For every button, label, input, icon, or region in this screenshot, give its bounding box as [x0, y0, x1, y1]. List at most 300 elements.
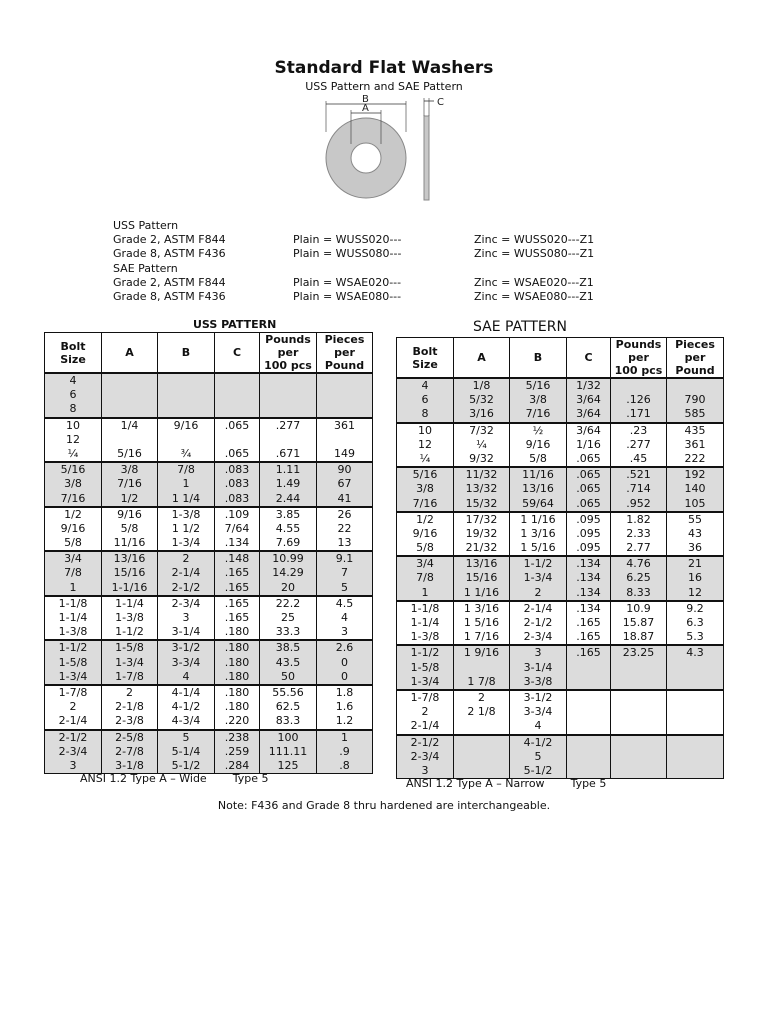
cell-line: .065: [576, 482, 601, 496]
cell-line: 2-1/2: [523, 616, 553, 629]
cell-line: 1: [421, 585, 429, 599]
cell-line: 22.2: [275, 596, 301, 610]
cell-line: 1-1/4: [115, 596, 144, 610]
cell-pounds-per-100: [611, 690, 667, 735]
cell-line: 5: [182, 730, 190, 744]
cell-bolt-size: [397, 601, 454, 646]
cell-dim-a: [454, 645, 510, 690]
table-row: [45, 462, 373, 507]
cell-dim-b: [510, 512, 567, 557]
table-row: [45, 685, 373, 730]
cell-line: 2-3/4: [523, 630, 553, 644]
cell-line: 1/2: [64, 507, 82, 521]
cell-line: 2 1/8: [467, 705, 496, 719]
cell-line: 1-5/8: [410, 660, 440, 674]
cell-line: .952: [626, 496, 651, 510]
cell-line: 1-5/8: [58, 655, 88, 669]
cell-dim-c: [215, 418, 260, 463]
cell-line: 1-1/4: [410, 616, 440, 629]
cell-line: 15/32: [465, 496, 498, 510]
cell-line: [667, 691, 723, 705]
cell-dim-c: [215, 596, 260, 641]
cell-line: .095: [576, 526, 601, 540]
plain-code: Plain = WSAE020---: [293, 275, 402, 289]
cell-line: .8: [339, 758, 350, 772]
cell-dim-a: [102, 418, 158, 463]
cell-line: [667, 675, 723, 689]
cell-line: 5/16: [117, 446, 142, 460]
cell-line: 4: [182, 669, 190, 683]
cell-line: 7.69: [275, 536, 301, 550]
cell-line: 55.56: [272, 685, 304, 699]
cell-dim-c: [215, 373, 260, 418]
cell-line: 1-1/8: [410, 601, 440, 615]
cell-line: .180: [224, 625, 250, 639]
cell-line: .9: [339, 744, 350, 758]
cell-line: 10.99: [272, 552, 304, 566]
cell-line: 1.11: [275, 463, 301, 477]
cell-line: 36: [688, 541, 702, 555]
cell-line: [158, 402, 214, 416]
cell-pieces-per-pound: [667, 512, 724, 557]
cell-dim-c: [567, 512, 611, 557]
cell-line: 1 1/2: [171, 521, 201, 535]
cell-line: 41: [337, 491, 352, 505]
cell-line: 1-1/16: [111, 580, 148, 594]
cell-bolt-size: [45, 551, 102, 596]
page-title: Standard Flat Washers: [274, 58, 494, 78]
cell-bolt-size: [45, 730, 102, 774]
cell-line: 2.44: [275, 491, 301, 505]
cell-line: 2-1/4: [58, 714, 88, 728]
cell-dim-b: [510, 378, 567, 423]
plain-code: Plain = WUSS080---: [293, 247, 402, 261]
table-row: [45, 640, 373, 685]
grade-label: Grade 8, ASTM F436: [113, 289, 226, 303]
cell-dim-b: [158, 685, 215, 730]
table-row: [45, 596, 373, 641]
cell-line: [667, 705, 723, 719]
cell-line: 1-3/8: [171, 507, 201, 521]
cell-line: 1.6: [335, 700, 354, 714]
cell-dim-b: [158, 640, 215, 685]
cell-line: 361: [684, 437, 706, 451]
header-line: Size: [412, 357, 438, 371]
cell-line: 3-1/8: [115, 758, 144, 772]
cell-line: 5/16: [412, 468, 438, 482]
cell-dim-a: [102, 507, 158, 552]
cell-dim-a: [102, 551, 158, 596]
cell-line: [567, 719, 610, 733]
cell-line: 1/4: [120, 418, 139, 432]
cell-line: 12: [418, 437, 432, 451]
cell-line: [667, 379, 723, 393]
cell-line: 1.8: [335, 685, 354, 699]
cell-line: 1-1/4: [58, 611, 88, 624]
cell-line: [611, 379, 666, 393]
cell-line: .171: [626, 407, 651, 421]
cell-line: 1/2: [120, 491, 139, 505]
cell-bolt-size: [45, 418, 102, 463]
cell-pounds-per-100: [611, 735, 667, 779]
table-row: [397, 423, 724, 468]
cell-dim-a: [454, 556, 510, 601]
cell-dim-c: [215, 507, 260, 552]
cell-dim-b: [510, 690, 567, 735]
cell-pieces-per-pound: [317, 418, 373, 463]
cell-line: 5.3: [686, 630, 704, 644]
cell-line: 1: [69, 580, 77, 594]
table-row: [45, 507, 373, 552]
cell-dim-b: [158, 418, 215, 463]
cell-line: 12: [66, 432, 80, 446]
cell-dim-a: [454, 467, 510, 512]
cell-dim-c: [215, 462, 260, 507]
cell-line: 62.5: [275, 700, 301, 714]
cell-line: 140: [684, 482, 706, 496]
cell-line: 3.85: [275, 507, 301, 521]
cell-line: 2-7/8: [115, 744, 144, 758]
cell-line: 3-1/2: [171, 641, 201, 655]
plain-code: Plain = WUSS020---: [293, 233, 402, 247]
cell-line: .134: [576, 585, 601, 599]
cell-line: 2-1/4: [523, 601, 553, 615]
cell-line: [317, 433, 372, 447]
cell-line: .095: [576, 512, 601, 526]
cell-line: [454, 750, 509, 764]
cell-line: 3-3/4: [171, 655, 201, 669]
cell-line: 17/32: [465, 512, 498, 526]
header-line: per: [628, 351, 649, 364]
cell-line: .165: [576, 646, 601, 660]
cell-line: 4-1/2: [523, 735, 553, 749]
cell-pieces-per-pound: [317, 373, 373, 418]
cell-line: 3: [534, 646, 542, 660]
cell-dim-a: [454, 690, 510, 735]
cell-line: 13: [337, 536, 352, 550]
cell-pieces-per-pound: [667, 601, 724, 646]
cell-line: 4-3/4: [171, 714, 201, 728]
header-bolt-size: [397, 338, 454, 379]
cell-line: 2-3/4: [58, 744, 88, 758]
cell-line: 5/8: [64, 536, 82, 550]
cell-line: 1/16: [576, 437, 601, 451]
cell-line: .521: [626, 468, 651, 482]
cell-line: .134: [224, 536, 250, 550]
cell-line: 1 5/16: [520, 541, 556, 555]
header-bolt-size: [45, 333, 102, 374]
cell-line: 361: [334, 418, 355, 432]
cell-line: .714: [626, 482, 651, 496]
table-row: [397, 556, 724, 601]
cell-line: .109: [224, 507, 250, 521]
cell-line: 1/8: [472, 379, 491, 392]
cell-pieces-per-pound: [667, 556, 724, 601]
cell-line: 585: [684, 407, 706, 421]
interchangeability-note: Note: F436 and Grade 8 thru hardened are interchangeable.: [217, 799, 551, 812]
cell-line: 2-1/2: [58, 730, 88, 744]
header-dim-b: [158, 333, 215, 374]
cell-line: 3: [69, 758, 77, 772]
dim-b-label: B: [362, 94, 369, 105]
cell-line: .45: [629, 451, 648, 465]
cell-line: 1 7/8: [467, 674, 496, 688]
cell-line: 1 1/16: [520, 512, 556, 526]
cell-pounds-per-100: [260, 373, 317, 418]
grade-label: Grade 2, ASTM F844: [113, 233, 226, 247]
cell-dim-a: [454, 512, 510, 557]
cell-line: 3/64: [576, 407, 601, 421]
cell-line: 2-3/8: [115, 714, 144, 728]
cell-line: 3/4: [64, 552, 82, 566]
cell-line: 7/16: [117, 477, 142, 491]
cell-line: [215, 388, 259, 402]
cell-line: 7/16: [525, 407, 551, 421]
cell-line: 6.25: [626, 571, 651, 585]
page-subtitle: USS Pattern and SAE Pattern: [305, 80, 463, 93]
cell-dim-c: [215, 551, 260, 596]
cell-line: 3-3/4: [523, 705, 553, 719]
cell-line: [567, 750, 610, 764]
cell-line: 3-1/2: [523, 690, 553, 704]
cell-pounds-per-100: [260, 418, 317, 463]
cell-line: [102, 433, 157, 447]
header-pounds-per-100: [260, 333, 317, 374]
cell-line: 2-5/8: [115, 730, 144, 744]
cell-pieces-per-pound: [317, 462, 373, 507]
cell-line: 3/16: [469, 407, 494, 421]
header-line: Bolt: [60, 339, 86, 353]
cell-line: 7/32: [469, 423, 494, 437]
table-row: [397, 735, 724, 779]
cell-line: 125: [277, 758, 299, 772]
uss-footer-type: ANSI 1.2 Type A – Wide: [80, 772, 207, 785]
cell-bolt-size: [45, 596, 102, 641]
cell-dim-b: [510, 735, 567, 779]
cell-pounds-per-100: [260, 551, 317, 596]
cell-line: .165: [224, 611, 250, 624]
sae-footer-type-number: Type 5: [570, 777, 607, 790]
cell-line: 4: [534, 719, 542, 733]
cell-line: 3/8: [416, 482, 434, 496]
cell-line: 5/8: [529, 451, 547, 465]
cell-line: .083: [224, 477, 250, 491]
cell-line: 2: [478, 690, 485, 704]
cell-line: 7/16: [60, 491, 86, 505]
header-pieces-per-pound: [667, 338, 724, 379]
cell-line: [667, 719, 723, 733]
cell-line: 7/8: [416, 571, 434, 585]
cell-line: 1-1/2: [410, 646, 440, 660]
table-row: [45, 730, 373, 774]
dim-c-label: C: [437, 97, 444, 108]
zinc-code: Zinc = WSAE020---Z1: [474, 275, 594, 289]
cell-line: 7/8: [177, 463, 195, 477]
cell-pounds-per-100: [260, 507, 317, 552]
cell-line: [260, 388, 316, 402]
cell-line: 2-1/4: [410, 719, 440, 733]
cell-dim-a: [102, 685, 158, 730]
cell-line: ¼: [476, 437, 487, 451]
cell-line: 192: [684, 468, 706, 482]
cell-line: [567, 675, 610, 689]
cell-line: [567, 736, 610, 750]
cell-line: 10.9: [626, 601, 651, 615]
cell-line: [454, 736, 509, 750]
cell-line: 8: [69, 402, 77, 416]
header-line: B: [533, 351, 543, 364]
cell-line: [611, 764, 666, 778]
cell-line: 7/16: [412, 496, 438, 510]
header-pounds-per-100: [611, 338, 667, 379]
cell-dim-b: [158, 507, 215, 552]
cell-line: 1.49: [275, 477, 301, 491]
cell-line: .284: [224, 758, 250, 772]
cell-line: [667, 764, 723, 778]
cell-line: 1-3/8: [58, 625, 88, 639]
header-line: Pounds: [265, 333, 311, 346]
cell-dim-c: [567, 378, 611, 423]
cell-line: 5-1/4: [171, 744, 201, 758]
plain-code: Plain = WSAE080---: [293, 289, 402, 303]
cell-line: .083: [224, 463, 250, 477]
cell-line: 2.6: [335, 641, 354, 655]
cell-line: 3: [341, 625, 348, 639]
cell-dim-a: [102, 373, 158, 418]
cell-dim-c: [567, 467, 611, 512]
cell-pounds-per-100: [611, 645, 667, 690]
header-line: A: [125, 346, 134, 359]
cell-line: 23.25: [622, 646, 655, 660]
cell-line: 2-1/4: [171, 566, 201, 580]
cell-line: [454, 719, 509, 733]
cell-line: 1 1/4: [171, 491, 201, 505]
cell-bolt-size: [397, 512, 454, 557]
cell-line: [454, 764, 509, 778]
cell-pieces-per-pound: [667, 378, 724, 423]
header-dim-a: [454, 338, 510, 379]
cell-line: 0: [341, 669, 348, 683]
cell-line: 1 5/16: [463, 616, 500, 629]
cell-line: 5/16: [525, 379, 551, 392]
cell-line: [102, 374, 157, 388]
header-line: C: [232, 346, 242, 359]
cell-bolt-size: [397, 645, 454, 690]
uss-pattern-table: [44, 332, 373, 774]
cell-pieces-per-pound: [317, 507, 373, 552]
cell-line: 5-1/2: [523, 763, 553, 777]
cell-bolt-size: [45, 507, 102, 552]
cell-line: 1-3/4: [171, 536, 201, 550]
cell-line: .148: [224, 552, 250, 566]
cell-line: 0: [341, 655, 348, 669]
cell-line: .126: [626, 393, 651, 407]
cell-line: 222: [684, 451, 706, 465]
cell-line: 2-1/8: [115, 700, 144, 714]
cell-line: 21/32: [465, 541, 498, 555]
cell-line: 15.87: [622, 616, 655, 629]
cell-dim-b: [158, 596, 215, 641]
cell-line: 10: [66, 418, 80, 432]
cell-line: .23: [629, 423, 648, 437]
cell-line: ¼: [419, 451, 431, 465]
cell-line: 2-3/4: [171, 596, 201, 610]
washer-hole: [351, 143, 381, 173]
cell-line: 4.3: [686, 646, 704, 660]
cell-line: [317, 402, 372, 416]
cell-line: 5/8: [120, 521, 139, 535]
cell-dim-a: [454, 423, 510, 468]
header-line: Size: [60, 352, 86, 366]
cell-line: 9.1: [335, 552, 354, 566]
cell-line: .165: [224, 580, 250, 594]
cell-line: 9/16: [117, 507, 142, 521]
cell-line: .134: [576, 601, 601, 615]
cell-line: .165: [224, 596, 250, 610]
table-row: [397, 601, 724, 646]
header-dim-a: [102, 333, 158, 374]
cell-line: 1-3/8: [115, 611, 144, 624]
cell-line: .165: [224, 566, 250, 580]
cell-line: 5/8: [416, 541, 434, 555]
cell-line: 111.11: [268, 744, 308, 758]
cell-pieces-per-pound: [667, 735, 724, 779]
cell-line: 1-1/2: [115, 625, 144, 639]
grade-label: Grade 2, ASTM F844: [113, 275, 226, 289]
table-row: [45, 418, 373, 463]
cell-line: 4.76: [626, 557, 651, 571]
header-line: B: [181, 346, 191, 359]
cell-line: 1-1/2: [58, 641, 88, 655]
cell-line: 2: [69, 700, 77, 714]
cell-line: 10: [418, 423, 432, 437]
cell-line: 3-1/4: [171, 625, 201, 639]
cell-line: 14.29: [272, 566, 304, 580]
cell-line: .220: [224, 714, 250, 728]
cell-line: 3/8: [120, 463, 139, 477]
sae-footer-type: ANSI 1.2 Type A – Narrow: [406, 777, 545, 790]
cell-line: 6: [69, 388, 77, 402]
cell-line: 9/16: [412, 526, 438, 540]
cell-line: .065: [224, 446, 250, 460]
cell-line: 21: [688, 557, 702, 571]
table-row: [397, 378, 724, 423]
cell-pieces-per-pound: [667, 645, 724, 690]
cell-dim-c: [215, 685, 260, 730]
cell-line: [567, 691, 610, 705]
cell-line: .277: [626, 437, 651, 451]
cell-bolt-size: [397, 423, 454, 468]
cell-dim-c: [567, 601, 611, 646]
cell-line: 9/16: [60, 521, 86, 535]
cell-line: .065: [224, 418, 250, 432]
cell-pounds-per-100: [260, 685, 317, 730]
cell-line: 2.77: [626, 541, 651, 555]
cell-dim-b: [510, 423, 567, 468]
cell-line: [215, 374, 259, 388]
cell-dim-b: [158, 462, 215, 507]
cell-line: 22: [337, 521, 352, 535]
cell-line: 9/32: [469, 451, 494, 465]
table-header-row: [45, 333, 373, 374]
cell-line: ¼: [67, 446, 79, 460]
cell-line: 1.2: [335, 714, 354, 728]
cell-line: 8.33: [626, 585, 651, 599]
cell-line: .180: [224, 700, 250, 714]
header-line: Pieces: [675, 338, 715, 351]
table-row: [397, 467, 724, 512]
cell-line: 7/64: [224, 521, 250, 535]
